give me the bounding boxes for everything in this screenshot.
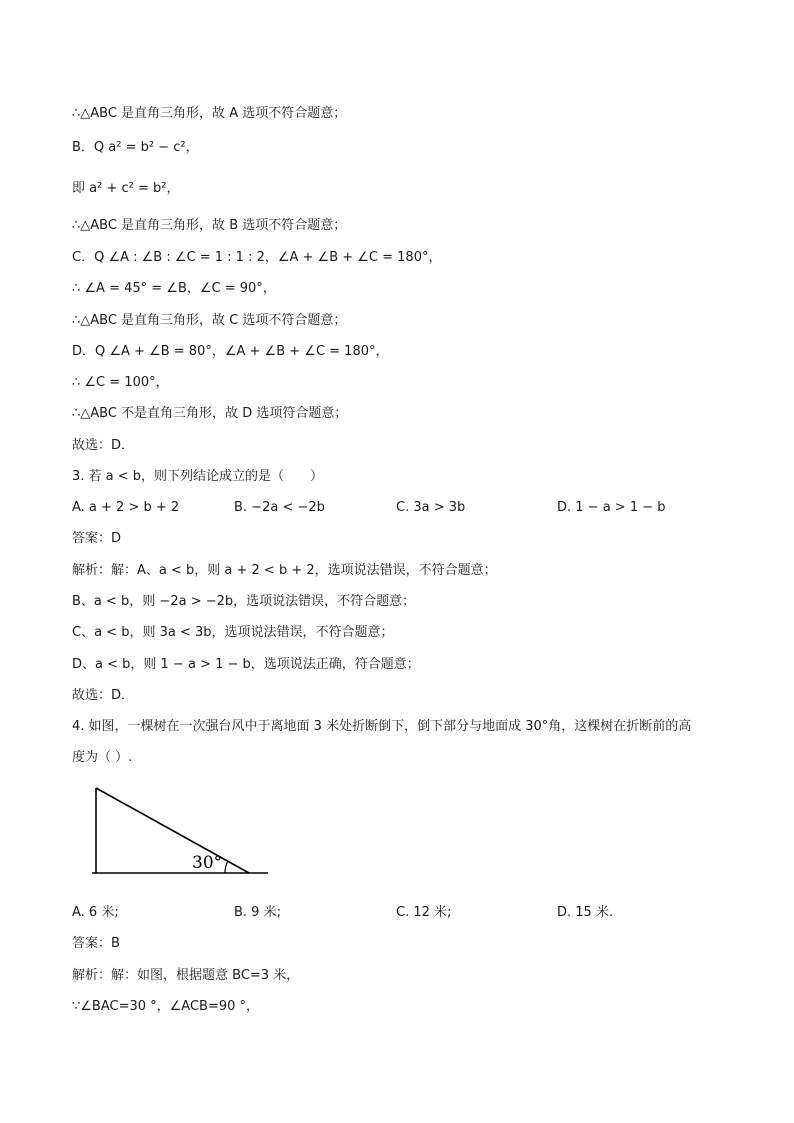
- q3-option-c: C. 3a > 3b: [396, 500, 466, 515]
- solution-line: ∴△ABC 是直角三角形，故 C 选项不符合题意；: [72, 313, 347, 328]
- tree-triangle-figure: [92, 784, 272, 880]
- q4-answer: 答案：B: [72, 936, 120, 951]
- q3-analysis-line: 故选：D．: [72, 688, 135, 703]
- q3-option-d: D. 1 − a > 1 − b: [557, 500, 666, 515]
- question-4-stem: 4. 如图，一棵树在一次强台风中于离地面 3 米处折断倒下，倒下部分与地面成 30°角，这棵树在折断前的高: [72, 719, 692, 734]
- solution-line: ∴△ABC 是直角三角形，故 B 选项不符合题意；: [72, 218, 347, 233]
- solution-line: C．Q ∠A : ∠B : ∠C = 1 : 1 : 2，∠A + ∠B + ∠C = 180°，: [72, 250, 442, 265]
- q3-analysis-line: 解析：解：A、a < b，则 a + 2 < b + 2，选项说法错误，不符合题意；: [72, 563, 497, 578]
- q3-option-b: B. −2a < −2b: [234, 500, 325, 515]
- angle-label: 30°: [192, 853, 223, 873]
- fallen-part-line: [96, 788, 249, 873]
- solution-line: 即 a² + c² = b²，: [72, 181, 180, 196]
- q3-analysis-line: B、a < b，则 −2a > −2b，选项说法错误，不符合题意；: [72, 594, 416, 609]
- question-3-stem: 3. 若 a < b，则下列结论成立的是（ ）: [72, 469, 324, 484]
- question-4-stem-continued: 度为（ ）.: [72, 750, 133, 765]
- q4-option-b: B. 9 米;: [234, 905, 281, 920]
- q3-analysis-line: C、a < b，则 3a < 3b，选项说法错误，不符合题意；: [72, 625, 394, 640]
- q3-option-a: A. a + 2 > b + 2: [72, 500, 180, 515]
- q4-option-d: D. 15 米.: [557, 905, 614, 920]
- solution-line: ∴△ABC 不是直角三角形，故 D 选项符合题意；: [72, 406, 348, 421]
- q3-answer: 答案：D: [72, 531, 122, 546]
- solution-line: B．Q a² = b² − c²，: [72, 140, 199, 155]
- solution-line: ∴ ∠C = 100°，: [72, 375, 169, 390]
- q3-analysis-line: D、a < b，则 1 − a > 1 − b，选项说法正确，符合题意；: [72, 657, 420, 672]
- q4-analysis-line: ∵∠BAC=30 °，∠ACB=90 °，: [72, 999, 260, 1014]
- q4-option-c: C. 12 米;: [396, 905, 452, 920]
- q4-option-a: A. 6 米;: [72, 905, 119, 920]
- solution-line: D．Q ∠A + ∠B = 80°，∠A + ∠B + ∠C = 180°，: [72, 344, 389, 359]
- solution-line: ∴ ∠A = 45° = ∠B，∠C = 90°，: [72, 281, 276, 296]
- q4-analysis-line: 解析：解：如图，根据题意 BC=3 米，: [72, 968, 300, 983]
- angle-arc: [225, 861, 228, 873]
- solution-line: ∴△ABC 是直角三角形，故 A 选项不符合题意；: [72, 106, 347, 121]
- solution-line: 故选：D．: [72, 438, 135, 453]
